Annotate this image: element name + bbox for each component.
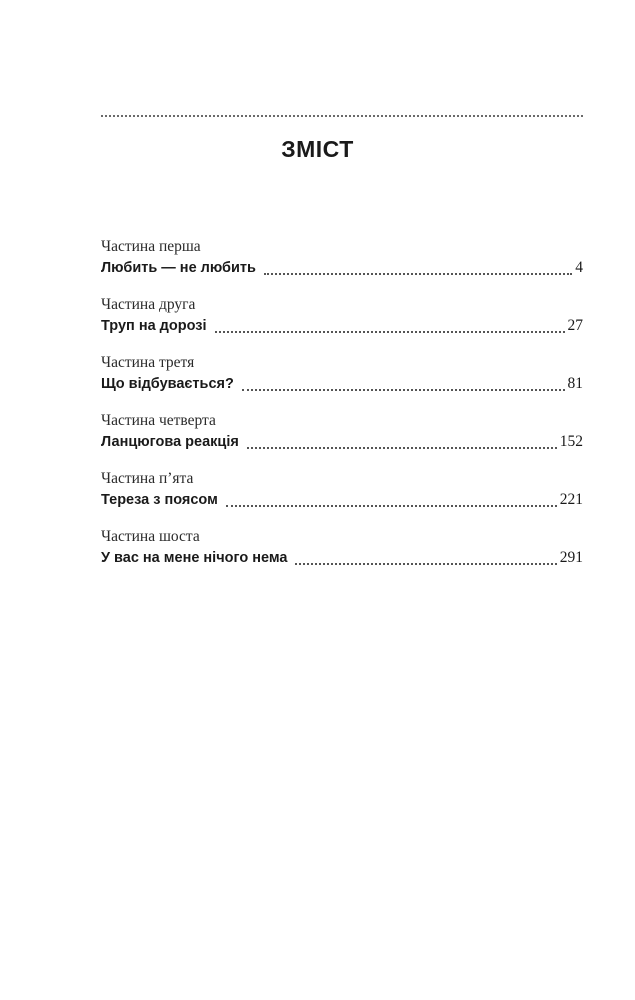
toc-entry[interactable] <box>101 295 583 353</box>
page-number: 291 <box>559 549 583 566</box>
dot-leader <box>242 389 565 391</box>
page-number: 152 <box>559 433 583 450</box>
part-label: Частина п’ята <box>101 470 194 487</box>
part-label: Частина друга <box>101 296 196 313</box>
toc-entry[interactable] <box>101 411 583 469</box>
toc-line <box>101 489 583 511</box>
dot-leader <box>295 563 556 565</box>
toc-entry[interactable] <box>101 469 583 527</box>
dot-leader <box>247 447 557 449</box>
dot-leader <box>264 273 572 275</box>
page-number: 221 <box>559 491 583 508</box>
dot-leader <box>215 331 565 333</box>
dot-leader <box>226 505 557 507</box>
page-number: 81 <box>567 375 583 392</box>
contents-heading: ЗМІСТ <box>281 136 354 162</box>
toc-line <box>101 315 583 337</box>
chapter-title[interactable]: Труп на дорозі <box>101 318 207 334</box>
page-number: 4 <box>575 259 583 276</box>
toc-line <box>101 373 583 395</box>
part-label: Частина шоста <box>101 528 200 545</box>
toc-line <box>101 547 583 569</box>
chapter-title[interactable]: У вас на мене нічого нема <box>101 550 288 566</box>
toc-entry[interactable] <box>101 527 583 585</box>
toc-line <box>101 431 583 453</box>
dotted-rule <box>101 115 583 117</box>
part-label: Частина третя <box>101 354 195 371</box>
part-label: Частина перша <box>101 238 201 255</box>
toc-entry[interactable] <box>101 353 583 411</box>
toc-line <box>101 257 583 279</box>
table-of-contents <box>101 237 583 585</box>
chapter-title[interactable]: Що відбувається? <box>101 376 234 392</box>
part-label: Частина четверта <box>101 412 216 429</box>
chapter-title[interactable]: Тереза з поясом <box>101 492 218 508</box>
toc-entry[interactable] <box>101 237 583 295</box>
page-number: 27 <box>567 317 583 334</box>
chapter-title[interactable]: Ланцюгова реакція <box>101 434 239 450</box>
chapter-title[interactable]: Любить — не любить <box>101 260 256 276</box>
